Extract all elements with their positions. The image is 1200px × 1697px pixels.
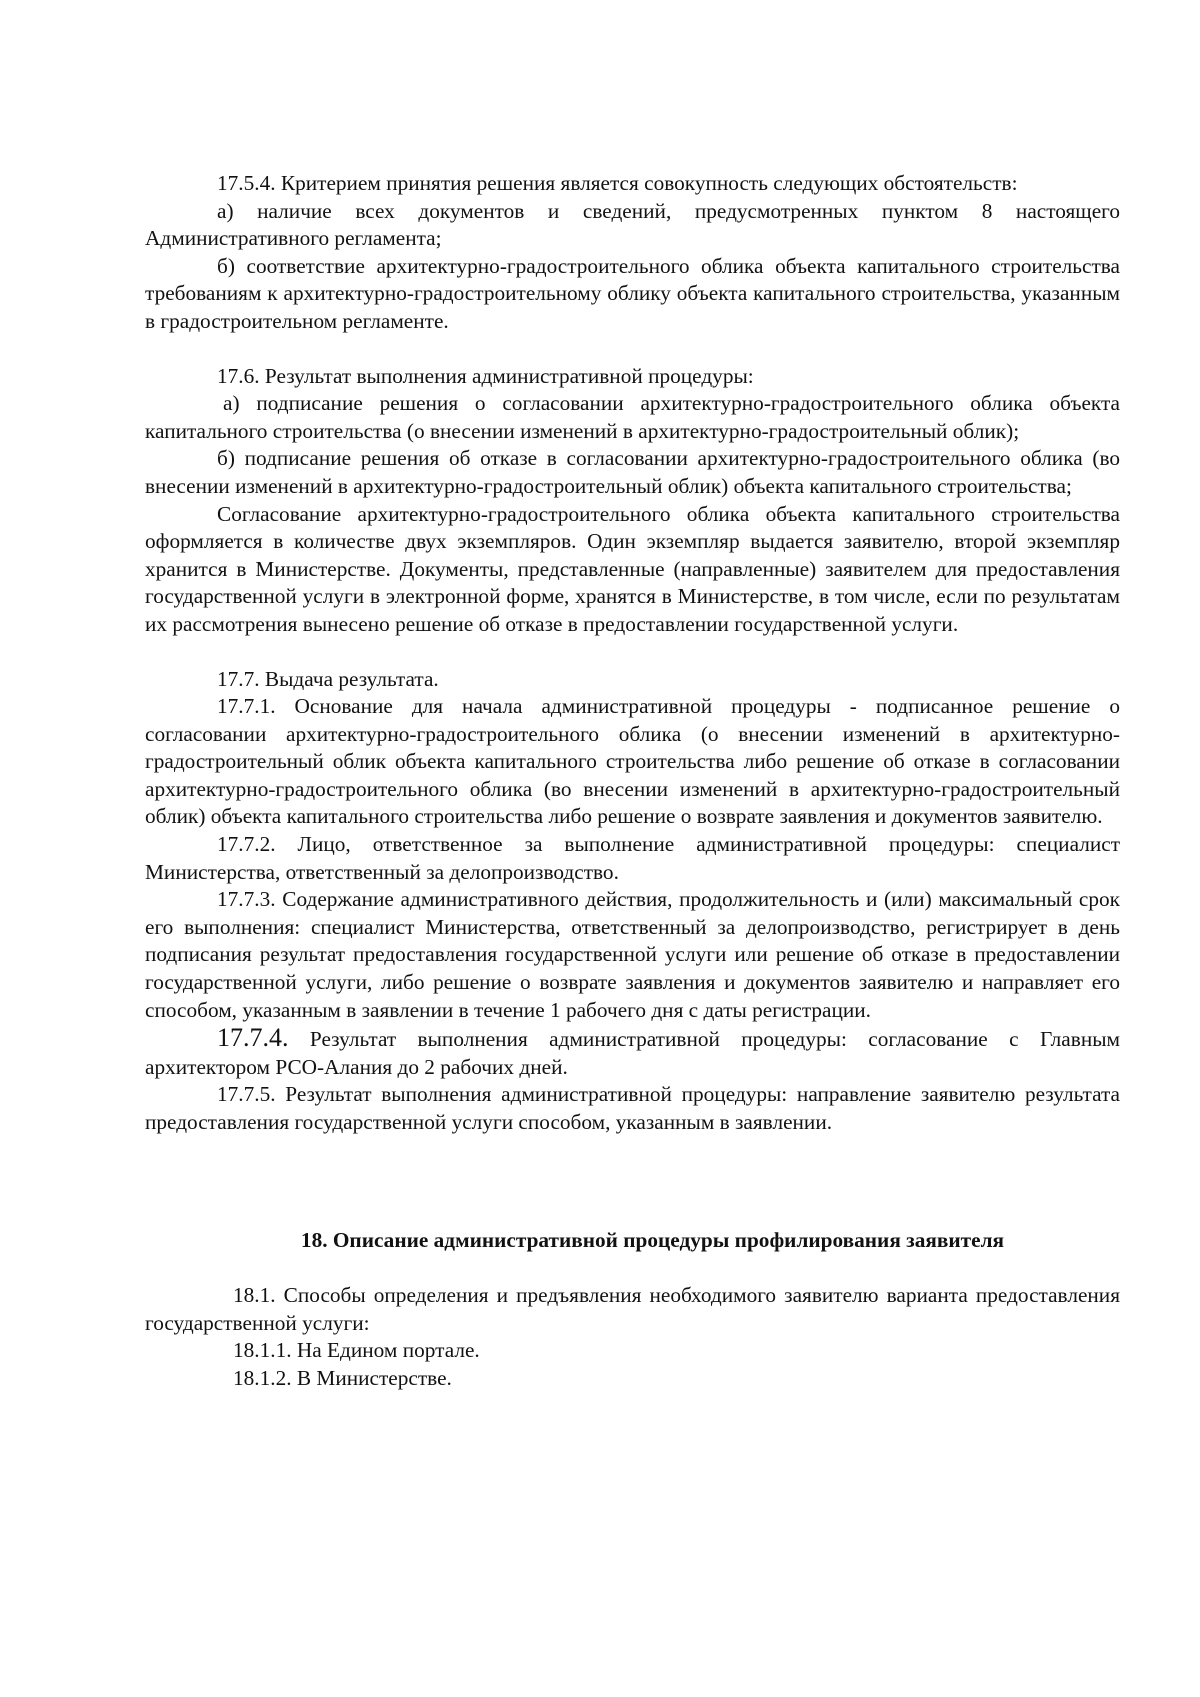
paragraph-17-5-4-b: б) соответствие архитектурно-градостроительного облика объекта капитального строительства требованиям к архитектурно-градостроительному облику объекта капитального строительства, указанным в градостроительном регламенте.	[145, 253, 1120, 333]
paragraph-17-7-4-text: Результат выполнения административной процедуры: согласование с Главным архитектором РСО-Алания до 2 рабочих дней.	[145, 1027, 1120, 1079]
paragraph-17-7-4-number: 17.7.4.	[217, 1023, 289, 1053]
paragraph-18-1-2: 18.1.2. В Министерстве.	[233, 1365, 452, 1390]
paragraph-17-7-4	[145, 1024, 1120, 1081]
paragraph-17-5-4: 17.5.4. Критерием принятия решения является совокупность следующих обстоятельств:	[217, 171, 1018, 195]
paragraph-17-6: 17.6. Результат выполнения административной процедуры:	[217, 363, 754, 388]
paragraph-18-1: 18.1. Способы определения и предъявления необходимого заявителю варианта предоставления государственной услуги:	[145, 1283, 1120, 1335]
paragraph-17-6-a: а) подписание решения о согласовании архитектурно-градостроительного облика объекта капитального строительства (о внесении изменений в архитектурно-градостроительный облик);	[145, 391, 1120, 443]
paragraph-17-7-5: 17.7.5. Результат выполнения административной процедуры: направление заявителю результата предоставления государственной услуги способом, указанным в заявлении.	[145, 1082, 1120, 1134]
paragraph-17-7: 17.7. Выдача результата.	[217, 666, 439, 691]
paragraph-17-5-4-a: а) наличие всех документов и сведений, предусмотренных пунктом 8 настоящего Административного регламента;	[145, 198, 1120, 251]
paragraph-17-6-c: Согласование архитектурно-градостроительного облика объекта капитального строительства оформляется в количестве двух экземпляров. Один экземпляр выдается заявителю, второй экземпляр хранится в Министерстве. Документы, представленные (направленные) заявителем для предоставления государственной услуги в электронной форме, хранятся в Министерстве, в том числе, если по результатам их рассмотрения вынесено решение об отказе в предоставлении государственной услуги.	[145, 501, 1120, 636]
section-heading-18: 18. Описание административной процедуры профилирования заявителя	[300, 1227, 1005, 1252]
paragraph-17-7-2: 17.7.2. Лицо, ответственное за выполнение административной процедуры: специалист Министерства, ответственный за делопроизводство.	[145, 832, 1120, 884]
paragraph-17-6-b: б) подписание решения об отказе в согласовании архитектурно-градостроительного облика (во внесении изменений в архитектурно-градостроительный облик) объекта капитального строительства;	[145, 446, 1120, 498]
paragraph-18-1-1: 18.1.1. На Едином портале.	[233, 1338, 480, 1363]
document-page	[145, 170, 1120, 1393]
paragraph-17-7-3: 17.7.3. Содержание административного действия, продолжительность и (или) максимальный срок его выполнения: специалист Министерства, ответственный за делопроизводство, регистрирует в день подписания результат предоставления государственной услуги или решение об отказе в предоставлении государственной услуги, либо решение о возврате заявления и документов заявителю и направляет его способом, указанным в заявлении в течение 1 рабочего дня с даты регистрации.	[145, 887, 1120, 1022]
paragraph-17-7-1: 17.7.1. Основание для начала административной процедуры - подписанное решение о согласовании архитектурно-градостроительного облика (о внесении изменений в архитектурно-градостроительный облик объекта капитального строительства либо решение об отказе в согласовании архитектурно-градостроительного облика (во внесении изменений в архитектурно-градостроительный облик) объекта капитального строительства либо решение о возврате заявления и документов заявителю.	[145, 694, 1120, 829]
